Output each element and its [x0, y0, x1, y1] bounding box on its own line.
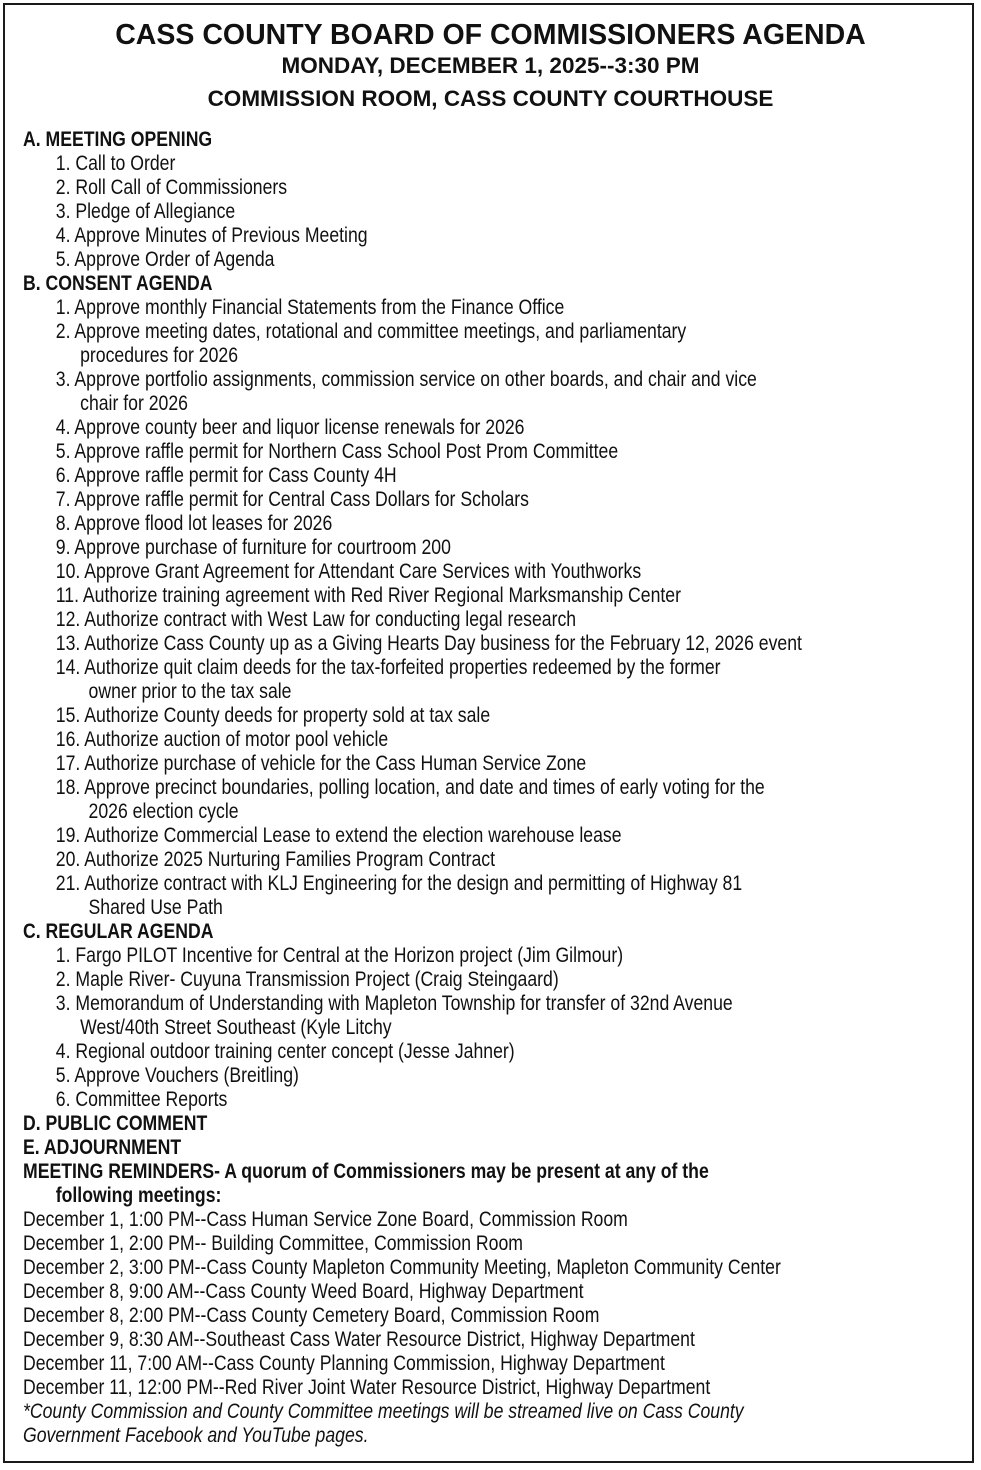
meeting-reminders-heading: MEETING REMINDERS- A quorum of Commissioners may be present at any of the — [23, 1160, 709, 1183]
meeting-location: COMMISSION ROOM, CASS COUNTY COURTHOUSE — [207, 86, 774, 111]
agenda-item: 18. Approve precinct boundaries, polling location, and date and times of early voting for the — [55, 776, 765, 799]
agenda-item: 1. Fargo PILOT Incentive for Central at the Horizon project (Jim Gilmour) — [55, 944, 624, 967]
agenda-item-continuation: owner prior to the tax sale — [88, 680, 292, 703]
agenda-item: 9. Approve purchase of furniture for courtroom 200 — [55, 536, 451, 559]
agenda-item-continuation: 2026 election cycle — [88, 800, 239, 823]
agenda-item: 3. Memorandum of Understanding with Mapleton Township for transfer of 32nd Avenue — [55, 992, 733, 1015]
agenda-item: 6. Committee Reports — [55, 1088, 228, 1111]
agenda-item-continuation: chair for 2026 — [80, 392, 188, 415]
agenda-item: 17. Authorize purchase of vehicle for the Cass Human Service Zone — [55, 752, 587, 775]
agenda-item-continuation: Shared Use Path — [88, 896, 223, 919]
agenda-item: 1. Approve monthly Financial Statements from the Finance Office — [55, 296, 565, 319]
section-regular-agenda: C. REGULAR AGENDA — [23, 920, 214, 943]
agenda-item: 19. Authorize Commercial Lease to extend the election warehouse lease — [55, 824, 622, 847]
agenda-item: 5. Approve Vouchers (Breitling) — [55, 1064, 299, 1087]
agenda-item: 8. Approve flood lot leases for 2026 — [55, 512, 333, 535]
agenda-item: 6. Approve raffle permit for Cass County 4H — [55, 464, 397, 487]
agenda-item: 4. Regional outdoor training center concept (Jesse Jahner) — [55, 1040, 515, 1063]
agenda-item: 12. Authorize contract with West Law for conducting legal research — [55, 608, 577, 631]
reminder-event: December 8, 2:00 PM--Cass County Cemetery Board, Commission Room — [23, 1304, 600, 1327]
meeting-date: MONDAY, DECEMBER 1, 2025--3:30 PM — [281, 53, 700, 78]
section-consent-agenda: B. CONSENT AGENDA — [23, 272, 213, 295]
agenda-item-continuation: procedures for 2026 — [80, 344, 239, 367]
agenda-item: 5. Approve Order of Agenda — [55, 248, 275, 271]
section-adjournment: E. ADJOURNMENT — [23, 1136, 182, 1159]
agenda-item: 4. Approve county beer and liquor license renewals for 2026 — [55, 416, 525, 439]
agenda-item: 2. Maple River- Cuyuna Transmission Project (Craig Steingaard) — [55, 968, 559, 991]
agenda-item: 7. Approve raffle permit for Central Cass Dollars for Scholars — [55, 488, 529, 511]
agenda-item-continuation: West/40th Street Southeast (Kyle Litchy — [80, 1016, 392, 1039]
agenda-item: 1. Call to Order — [55, 152, 176, 175]
agenda-item: 3. Pledge of Allegiance — [55, 200, 236, 223]
agenda-body — [23, 128, 817, 1448]
agenda-item: 16. Authorize auction of motor pool vehicle — [55, 728, 389, 751]
section-public-comment: D. PUBLIC COMMENT — [23, 1112, 208, 1135]
agenda-item: 4. Approve Minutes of Previous Meeting — [55, 224, 368, 247]
reminder-event: December 11, 7:00 AM--Cass County Planning Commission, Highway Department — [23, 1352, 665, 1375]
agenda-item: 2. Approve meeting dates, rotational and committee meetings, and parliamentary — [55, 320, 687, 343]
reminder-event: December 11, 12:00 PM--Red River Joint Water Resource District, Highway Department — [23, 1376, 711, 1399]
section-meeting-opening: A. MEETING OPENING — [23, 128, 213, 151]
agenda-item: 21. Authorize contract with KLJ Engineering for the design and permitting of Highway 81 — [55, 872, 743, 895]
reminder-event: December 9, 8:30 AM--Southeast Cass Water Resource District, Highway Department — [23, 1328, 695, 1351]
reminder-event: December 8, 9:00 AM--Cass County Weed Board, Highway Department — [23, 1280, 584, 1303]
agenda-item: 20. Authorize 2025 Nurturing Families Program Contract — [55, 848, 496, 871]
agenda-item: 5. Approve raffle permit for Northern Cass School Post Prom Committee — [55, 440, 619, 463]
agenda-item: 3. Approve portfolio assignments, commission service on other boards, and chair and vice — [55, 368, 757, 391]
streaming-note-continuation: Government Facebook and YouTube pages. — [23, 1424, 369, 1447]
agenda-item: 13. Authorize Cass County up as a Giving Hearts Day business for the February 12, 2026 event — [55, 632, 802, 655]
reminder-event: December 2, 3:00 PM--Cass County Mapleton Community Meeting, Mapleton Community Center — [23, 1256, 781, 1279]
agenda-item: 15. Authorize County deeds for property sold at tax sale — [55, 704, 491, 727]
streaming-note: *County Commission and County Committee meetings will be streamed live on Cass County — [23, 1400, 744, 1423]
meeting-reminders-heading-continuation: following meetings: — [55, 1184, 222, 1207]
reminder-event: December 1, 2:00 PM-- Building Committee, Commission Room — [23, 1232, 523, 1255]
agenda-item: 2. Roll Call of Commissioners — [55, 176, 288, 199]
agenda-item: 11. Authorize training agreement with Red River Regional Marksmanship Center — [55, 584, 681, 607]
agenda-item: 14. Authorize quit claim deeds for the tax-forfeited properties redeemed by the former — [55, 656, 721, 679]
agenda-item: 10. Approve Grant Agreement for Attendant Care Services with Youthworks — [55, 560, 642, 583]
agenda-title: CASS COUNTY BOARD OF COMMISSIONERS AGENDA — [115, 19, 866, 51]
reminder-event: December 1, 1:00 PM--Cass Human Service Zone Board, Commission Room — [23, 1208, 628, 1231]
